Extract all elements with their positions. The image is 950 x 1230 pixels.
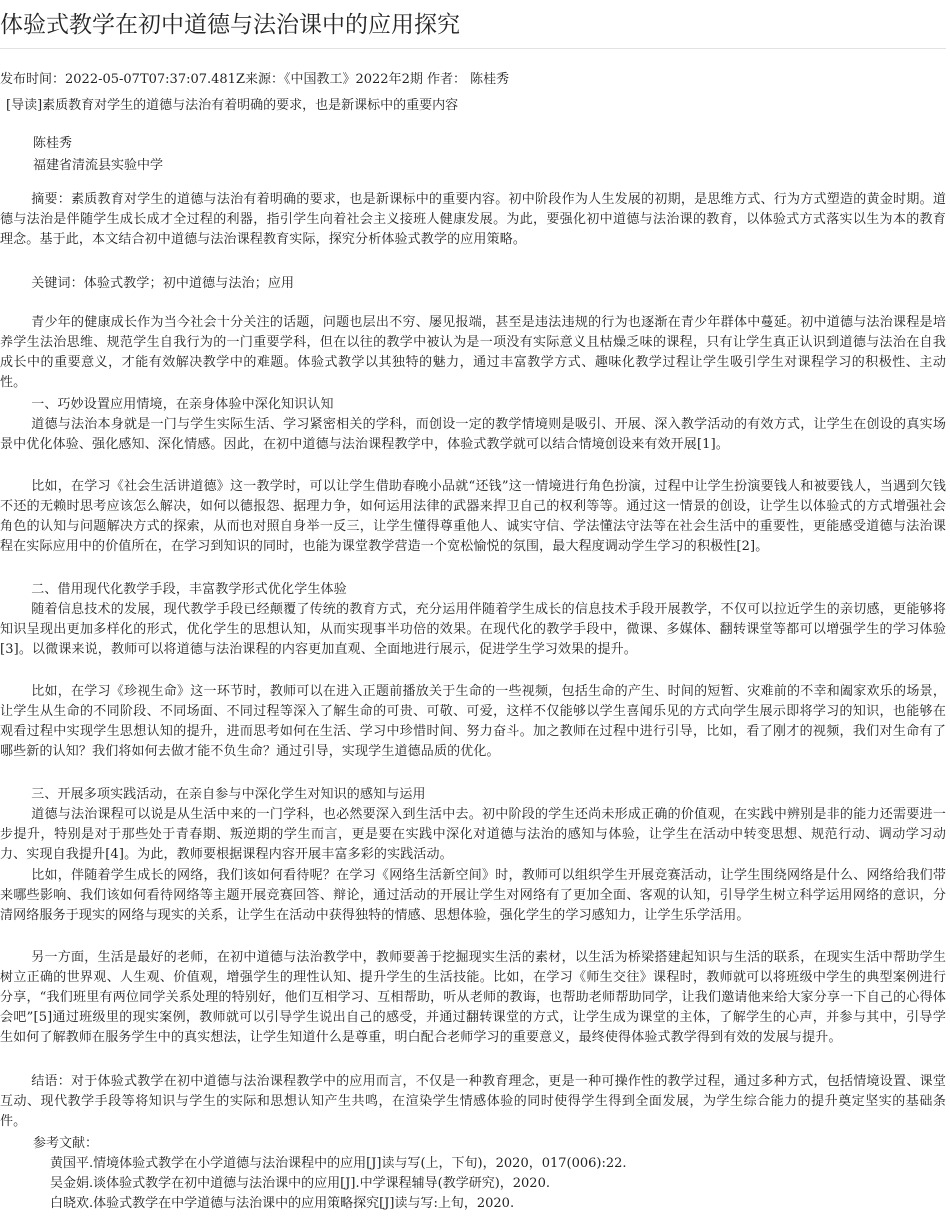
- article-lead: [导读]素质教育对学生的道德与法治有着明确的要求，也是新课标中的重要内容: [6, 98, 459, 113]
- section-1-paragraph-1: 道德与法治本身就是一门与学生实际生活、学习紧密相关的学科，而创设一定的教学情境则是吸引、开展、深入教学活动的有效方式，让学生在创设的真实场景中优化体验、强化感知、深化情感。因此，在初中道德与法治课程教学中，体验式教学就可以结合情境创设来有效开展[1]。: [0, 417, 946, 452]
- article-meta: 发布时间：2022-05-07T07:37:07.481Z来源：《中国教工》2022年2期 作者： 陈桂秀: [0, 72, 510, 87]
- abstract: 摘要：素质教育对学生的道德与法治有着明确的要求，也是新课标中的重要内容。初中阶段作为人生发展的初期，是思维方式、行为方式塑造的黄金时期。道德与法治是伴随学生成长成才全过程的利器，指引学生向着社会主义接班人健康发展。为此，要强化初中道德与法治课的教育，以体验式方式落实以生为本的教育理念。基于此，本文结合初中道德与法治课程教育实际，探究分析体验式教学的应用策略。: [0, 192, 946, 247]
- title-divider: [0, 48, 946, 49]
- section-heading-3: 三、开展多项实践活动，在亲自参与中深化学生对知识的感知与运用: [31, 787, 426, 802]
- section-3-paragraph-2: 比如，伴随着学生成长的网络，我们该如何看待呢？在学习《网络生活新空间》时，教师可以组织学生开展竞赛活动，让学生围绕网络是什么、网络给我们带来哪些影响、我们该如何看待网络等主题开展竞赛回答、辩论，通过活动的开展让学生对网络有了更加全面、客观的认知，引导学生树立科学运用网络的意识，分清网络服务于现实的网络与现实的关系，让学生在活动中获得独特的情感、思想体验，强化学生的学习感知力，让学生乐学活用。: [0, 868, 946, 923]
- section-heading-1: 一、巧妙设置应用情境，在亲身体验中深化知识认知: [31, 397, 334, 412]
- section-1-paragraph-2: 比如，在学习《社会生活讲道德》这一教学时，可以让学生借助春晚小品就“还钱”这一情境进行角色扮演，过程中让学生扮演要钱人和被要钱人，当遇到欠钱不还的无赖时思考应该怎么解决，如何以德报怨、据理力争，如何运用法律的武器来捍卫自己的权利等等。通过这一情景的创设，让学生以体验式的方式增强社会角色的认知与问题解决方式的探索，从而也对照自身举一反三，让学生懂得尊重他人、诚实守信、学法懂法守法等在社会生活中的重要性，更能感受道德与法治课程在实际应用中的价值所在，在学习到知识的同时，也能为课堂教学营造一个宽松愉悦的氛围，最大程度调动学生学习的积极性[2]。: [0, 479, 946, 554]
- reference-item: 吴金娟.谈体验式教学在初中道德与法治课中的应用[J].中学课程辅导(教学研究)，2020.: [50, 1176, 550, 1191]
- section-2-paragraph-1: 随着信息技术的发展，现代教学手段已经颠覆了传统的教育方式，充分运用伴随着学生成长的信息技术手段开展教学，不仅可以拉近学生的亲切感，更能够将知识呈现出更加多样化的形式，优化学生的思想认知，从而实现事半功倍的效果。在现代化的教学手段中，微课、多媒体、翻转课堂等都可以增强学生的学习体验[3]。以微课来说，教师可以将道德与法治课程的内容更加直观、全面地进行展示，促进学生学习效果的提升。: [0, 602, 946, 657]
- section-3-paragraph-1: 道德与法治课程可以说是从生活中来的一门学科，也必然要深入到生活中去。初中阶段的学生还尚未形成正确的价值观，在实践中辨别是非的能力还需要进一步提升，特别是对于那些处于青春期、叛逆期的学生而言，更是要在实践中深化对道德与法治的感知与体验，让学生在活动中转变思想、规范行动、调动学习动力、实现自我提升[4]。为此，教师要根据课程内容开展丰富多彩的实践活动。: [0, 807, 946, 862]
- section-3-paragraph-3: 另一方面，生活是最好的老师，在初中道德与法治教学中，教师要善于挖掘现实生活的素材，以生活为桥梁搭建起知识与生活的联系，在现实生活中帮助学生树立正确的世界观、人生观、价值观，增强学生的理性认知、提升学生的生活技能。比如，在学习《师生交往》课程时，教师就可以将班级中学生的典型案例进行分享，“我们班里有两位同学关系处理的特别好，他们互相学习、互相帮助，听从老师的教诲，也帮助老师帮助同学，让我们邀请他来给大家分享一下自己的心得体会吧”[5]通过班级里的现实案例，教师就可以引导学生说出自己的感受，并通过翻转课堂的方式，让学生成为课堂的主体，了解学生的心声，并参与其中，引导学生如何了解教师在服务学生中的真实想法，让学生知道什么是尊重，明白配合老师学习的重要意义，最终使得体验式教学得到有效的发展与提升。: [0, 950, 946, 1045]
- reference-item: 白晓欢.体验式教学在中学道德与法治课中的应用策略探究[J]读与写:上旬，2020.: [50, 1196, 515, 1211]
- article-title: 体验式教学在初中道德与法治课中的应用探究: [0, 12, 460, 38]
- author-affiliation: 福建省清流县实验中学: [33, 158, 164, 173]
- section-2-paragraph-2: 比如，在学习《珍视生命》这一环节时，教师可以在进入正题前播放关于生命的一些视频，包括生命的产生、时间的短暂、灾难前的不幸和阖家欢乐的场景，让学生从生命的不同阶段、不同场面、不同过程等深入了解生命的可贵、可敬、可爱，这样不仅能够以学生喜闻乐见的方式向学生展示即将学习的知识，也能够在观看过程中实现学生思想认知的提升，进而思考如何在生活、学习中珍惜时间、努力奋斗。加之教师在过程中进行引导，比如，看了刚才的视频，我们对生命有了哪些新的认知？我们将如何去做才能不负生命？通过引导，实现学生道德品质的优化。: [0, 684, 946, 759]
- author-name: 陈桂秀: [33, 136, 73, 151]
- intro-paragraph: 青少年的健康成长作为当今社会十分关注的话题，问题也层出不穷、屡见报端，甚至是违法违规的行为也逐渐在青少年群体中蔓延。初中道德与法治课程是培养学生法治思维、规范学生自我行为的一门重要学科，但在以往的教学中被认为是一项没有实际意义且枯燥乏味的课程，只有让学生真正认识到道德与法治在自我成长中的重要意义，才能有效解决教学中的难题。体验式教学以其独特的魅力，通过丰富教学方式、趣味化教学过程让学生吸引学生对课程学习的积极性、主动性。: [0, 315, 946, 390]
- conclusion-paragraph: 结语：对于体验式教学在初中道德与法治课程教学中的应用而言，不仅是一种教育理念，更是一种可操作性的教学过程，通过多种方式，包括情境设置、课堂互动、现代教学手段等将知识与学生的实际和思想认知产生共鸣，在渲染学生情感体验的同时使得学生得到全面发展，为学生综合能力的提升奠定坚实的基础条件。: [0, 1074, 946, 1129]
- reference-item: 黄国平.情境体验式教学在小学道德与法治课程中的应用[J]读与写(上，下旬)，2020，017(006):22.: [50, 1156, 627, 1171]
- keywords: 关键词：体验式教学；初中道德与法治；应用: [31, 276, 295, 291]
- section-heading-2: 二、借用现代化教学手段，丰富教学形式优化学生体验: [31, 582, 347, 597]
- references-label: 参考文献：: [33, 1136, 99, 1151]
